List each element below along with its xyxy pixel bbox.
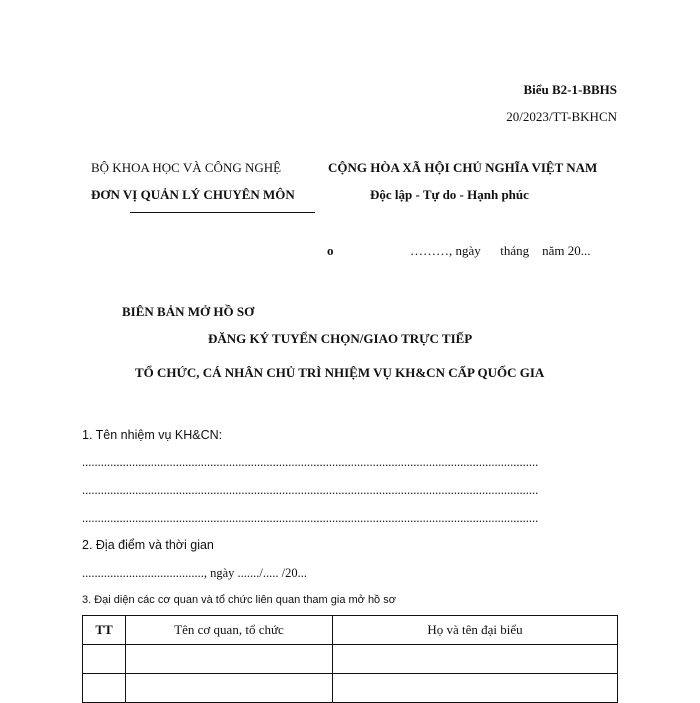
- circular-number: 20/2023/TT-BKHCN: [506, 109, 617, 124]
- table-header-representative: Họ và tên đại biểu: [333, 616, 618, 645]
- section1-dotline: ..................................................................................................................................................: [82, 455, 539, 469]
- ministry-name: BỘ KHOA HỌC VÀ CÔNG NGHỆ: [91, 160, 282, 175]
- table-header-organization: Tên cơ quan, tổ chức: [126, 616, 333, 645]
- table-cell: [333, 674, 618, 703]
- table-row: [83, 645, 618, 674]
- doc-title-line2: ĐĂNG KÝ TUYỂN CHỌN/GIAO TRỰC TIẾP: [208, 331, 473, 346]
- section1-dotline: ..................................................................................................................................................: [82, 483, 539, 497]
- table-cell: [126, 674, 333, 703]
- table-cell: [83, 674, 126, 703]
- date-line: ………, ngày tháng năm 20...: [410, 243, 591, 258]
- nation-title: CỘNG HÒA XÃ HỘI CHỦ NGHĨA VIỆT NAM: [328, 160, 598, 175]
- doc-title-line3: TỔ CHỨC, CÁ NHÂN CHỦ TRÌ NHIỆM VỤ KH&CN CẤP QUỐC GIA: [135, 365, 545, 380]
- table-header-tt: TT: [83, 616, 126, 645]
- representatives-table: [82, 615, 618, 703]
- nation-motto: Độc lập - Tự do - Hạnh phúc: [370, 187, 529, 202]
- table-header-row: [83, 616, 618, 645]
- place-prefix: o: [327, 243, 334, 258]
- unit-underline: [130, 212, 315, 213]
- section3-label: 3. Đại diện các cơ quan và tổ chức liên quan tham gia mở hồ sơ: [82, 594, 396, 606]
- form-code: Biểu B2-1-BBHS: [523, 82, 617, 97]
- table-cell: [83, 645, 126, 674]
- table-row: [83, 674, 618, 703]
- section2-label: 2. Địa điểm và thời gian: [82, 538, 214, 552]
- section1-label: 1. Tên nhiệm vụ KH&CN:: [82, 428, 223, 442]
- table-cell: [333, 645, 618, 674]
- section2-value: ......................................., ngày ......./..... /20...: [82, 566, 307, 580]
- section1-dotline: ..................................................................................................................................................: [82, 511, 539, 525]
- table-cell: [126, 645, 333, 674]
- unit-name: ĐƠN VỊ QUẢN LÝ CHUYÊN MÔN: [91, 187, 295, 202]
- doc-title-line1: BIÊN BẢN MỞ HỒ SƠ: [122, 304, 255, 319]
